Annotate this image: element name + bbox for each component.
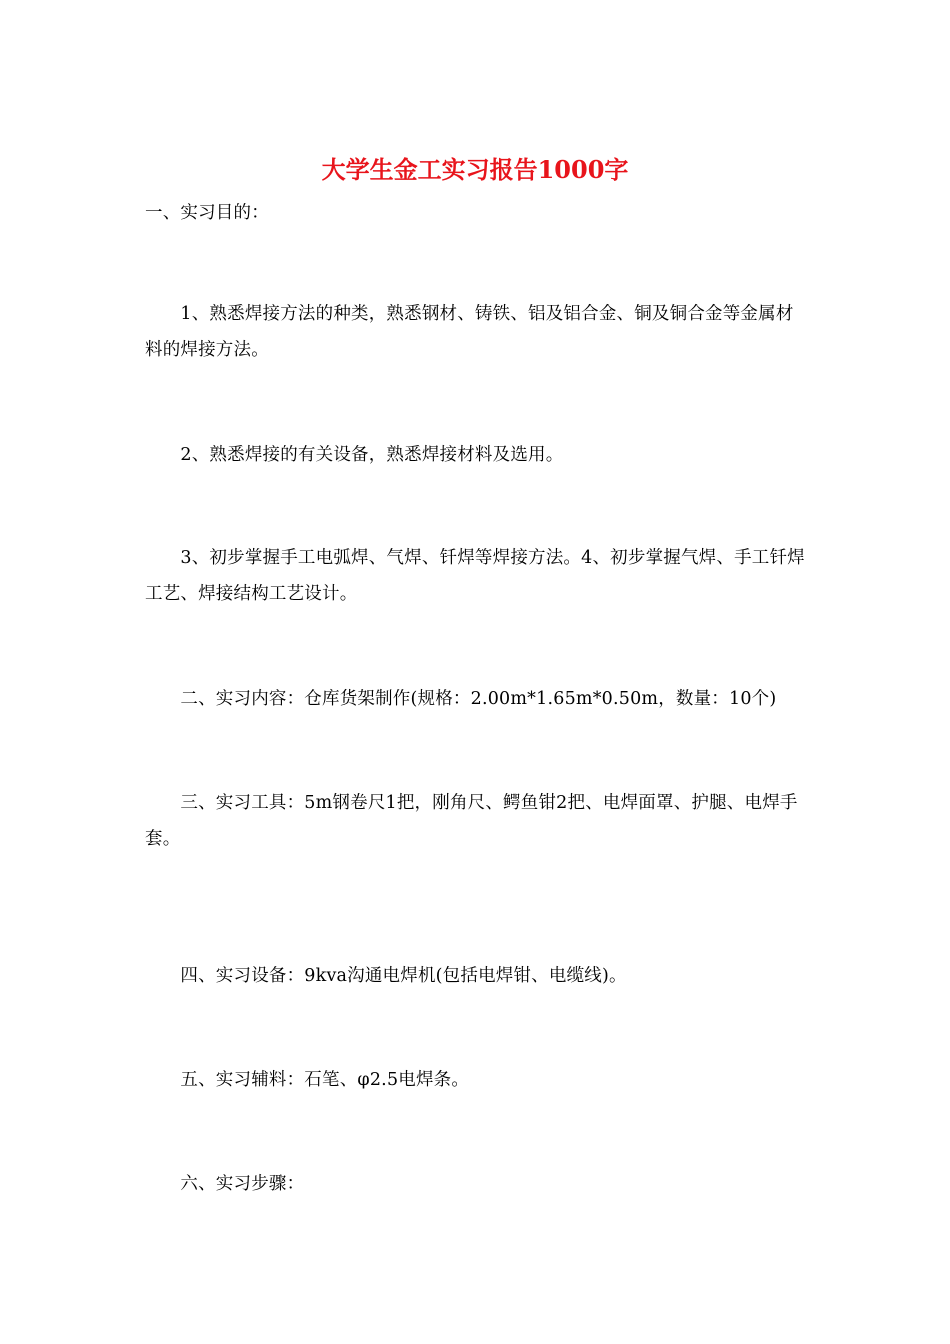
section-steps-heading: 六、实习步骤： xyxy=(145,1174,305,1194)
section-purpose-heading: 一、实习目的： xyxy=(145,203,269,223)
purpose-item-1: 1、熟悉焊接方法的种类，熟悉钢材、铸铁、铝及铝合金、铜及铜合金等金属材料的焊接方法。 xyxy=(145,304,794,360)
section-tools: 三、实习工具：5m钢卷尺1把，刚角尺、鳄鱼钳2把、电焊面罩、护腿、电焊手套。 xyxy=(145,793,798,849)
purpose-item-2: 2、熟悉焊接的有关设备，熟悉焊接材料及选用。 xyxy=(145,445,564,465)
purpose-item-3-4: 3、初步掌握手工电弧焊、气焊、钎焊等焊接方法。4、初步掌握气焊、手工钎焊工艺、焊接结构工艺设计。 xyxy=(145,548,805,604)
section-content: 二、实习内容：仓库货架制作(规格：2.00m*1.65m*0.50m，数量：10个) xyxy=(145,689,777,709)
section-equipment: 四、实习设备：9kva沟通电焊机(包括电焊钳、电缆线)。 xyxy=(145,966,627,986)
section-materials: 五、实习辅料：石笔、φ2.5电焊条。 xyxy=(145,1070,470,1090)
document-title: 大学生金工实习报告1000字 xyxy=(321,155,629,184)
